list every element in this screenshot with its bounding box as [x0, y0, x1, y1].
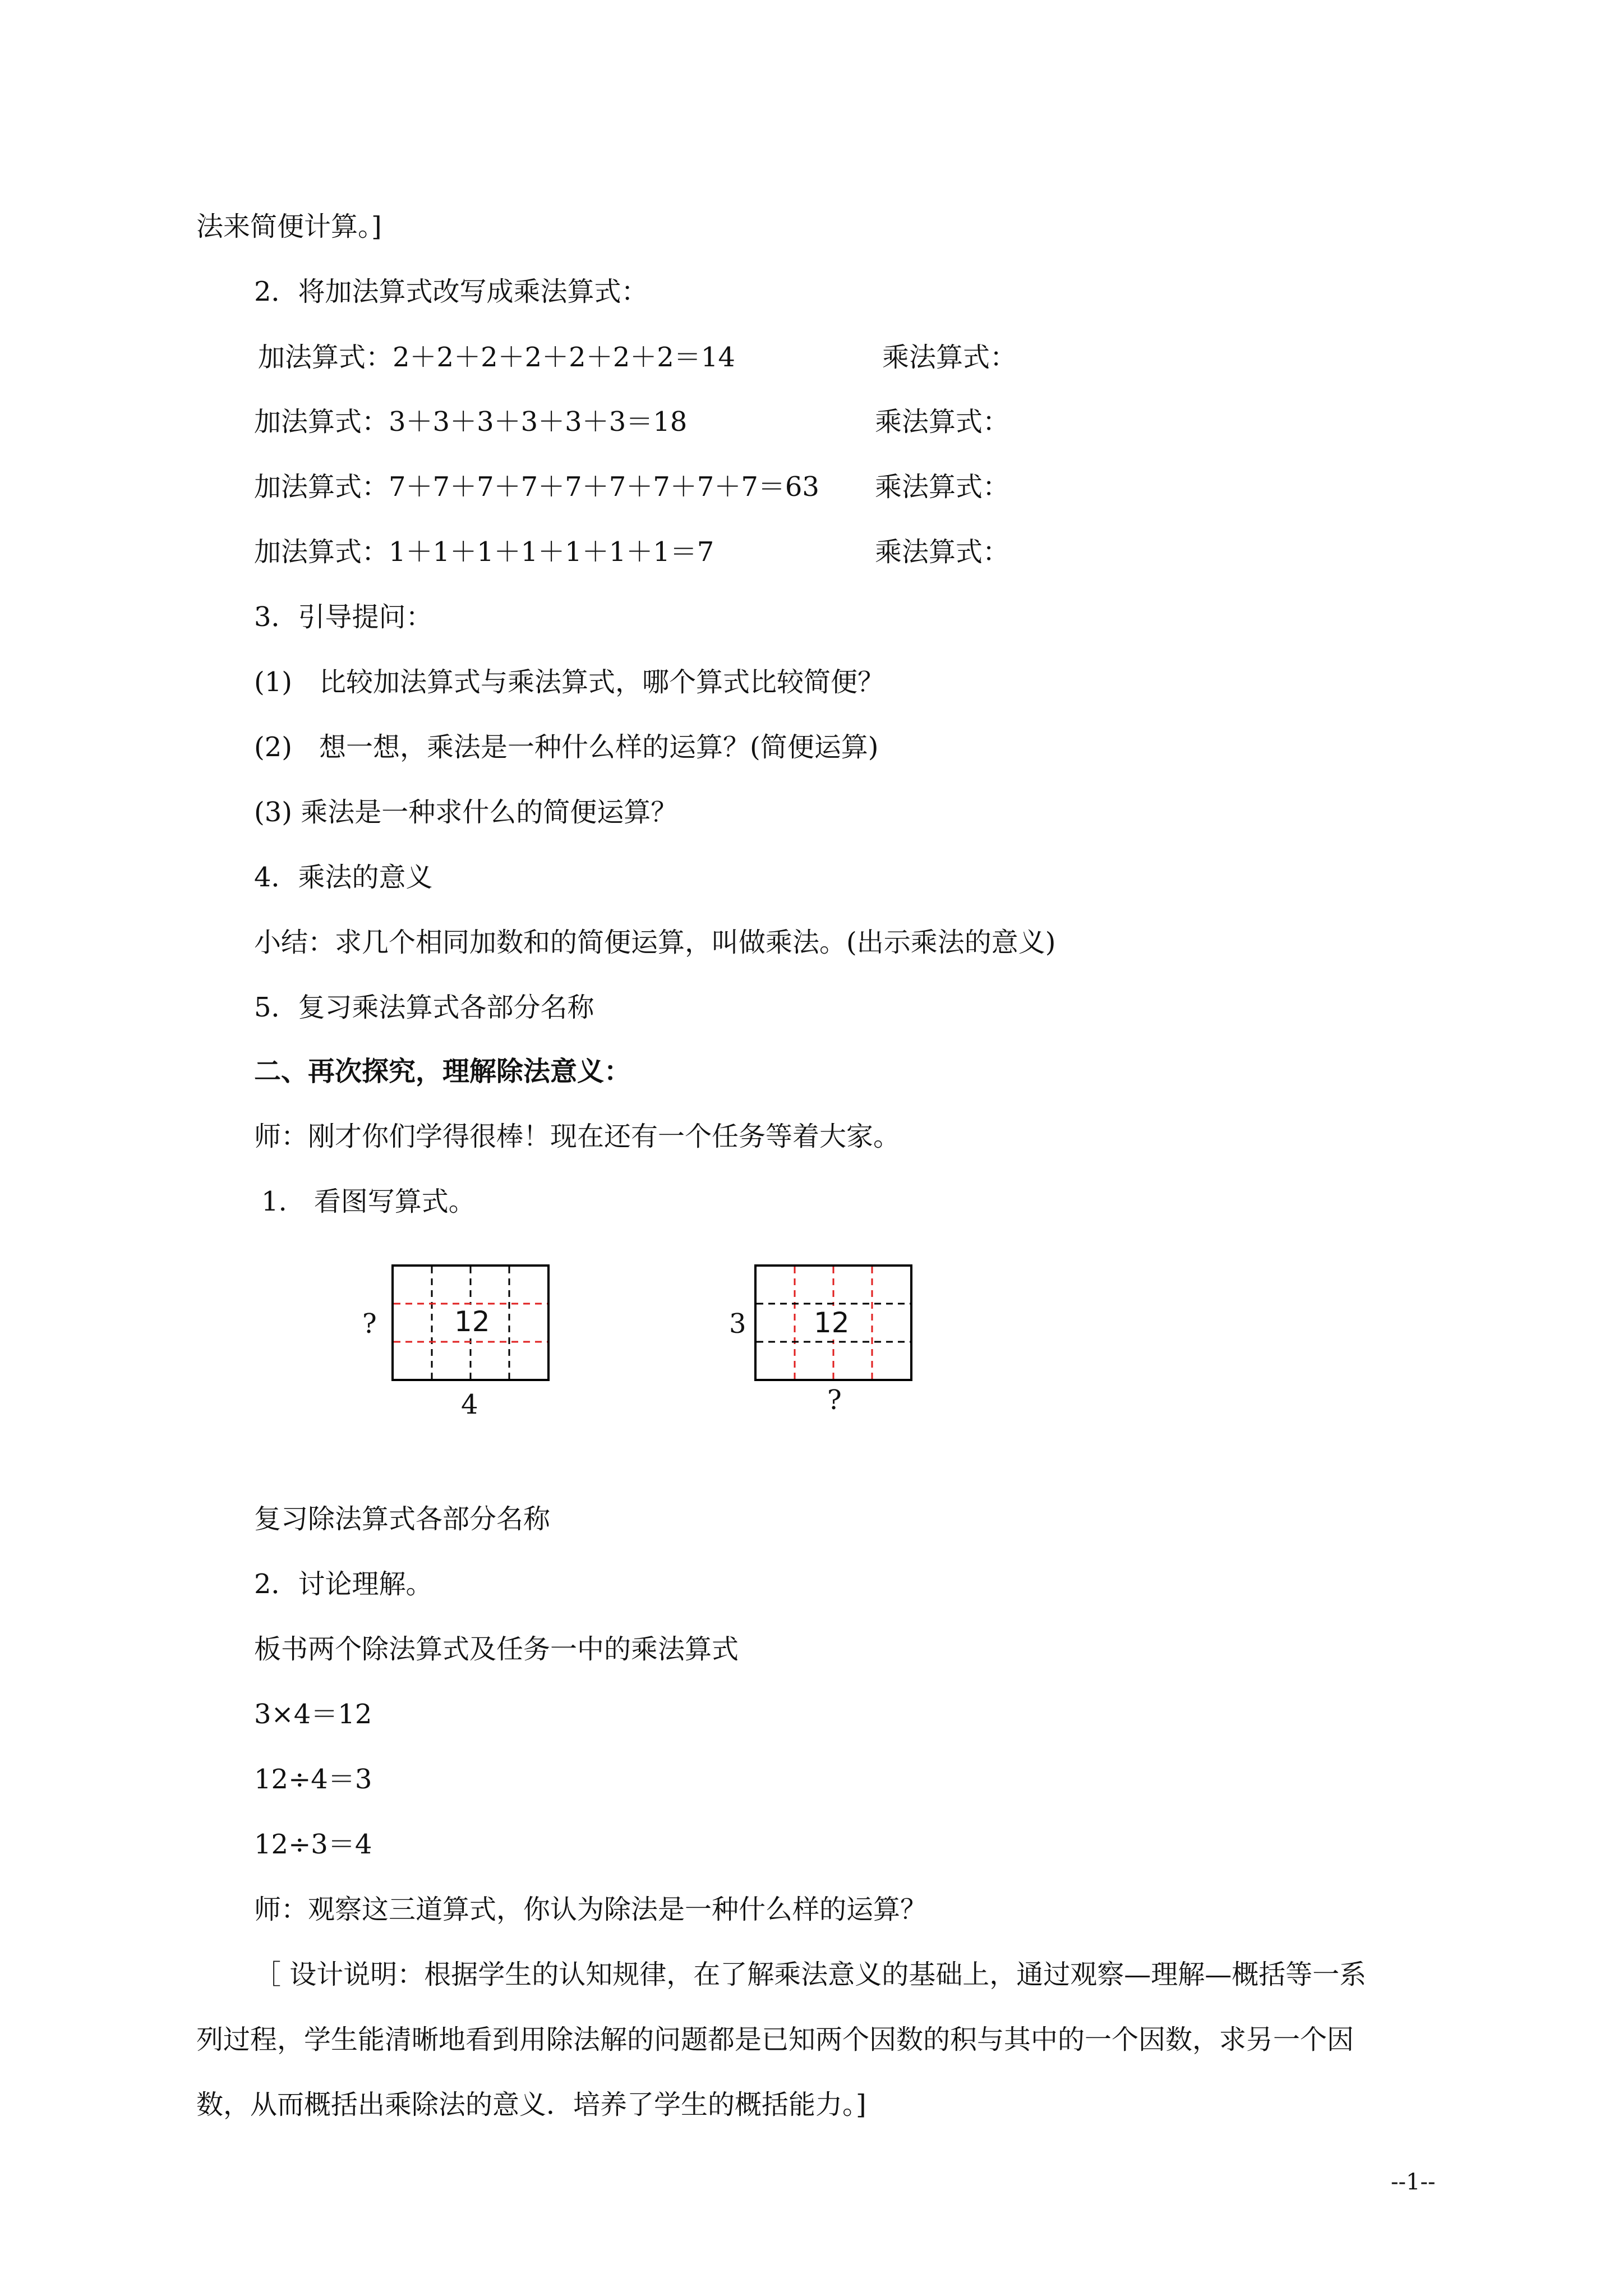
add-expression: 1＋1＋1＋1＋1＋1＋1＝7	[389, 536, 714, 568]
area-diagram-left	[391, 1264, 550, 1381]
mul-label: 乘法算式：	[882, 342, 1017, 373]
add-label: 加法算式：	[254, 406, 389, 438]
add-expression: 3＋3＋3＋3＋3＋3＝18	[389, 406, 688, 438]
step3-title: 3．引导提问：	[254, 601, 433, 633]
area-diagram-right	[754, 1264, 912, 1381]
mul-label: 乘法算式：	[875, 471, 1010, 503]
bottom-label: ?	[827, 1384, 842, 1416]
step5-title: 5．复习乘法算式各部分名称	[254, 992, 594, 1023]
mul-label: 乘法算式：	[875, 406, 1010, 438]
equation-1: 3×4＝12	[254, 1699, 372, 1730]
equation-3: 12÷3＝4	[254, 1829, 372, 1860]
add-row-3	[254, 470, 819, 504]
design-note-1: ［ 设计说明：根据学生的认知规律，在了解乘法意义的基础上，通过观察—理解—概括等一系	[254, 1959, 1367, 1990]
review-line: 复习除法算式各部分名称	[254, 1503, 551, 1535]
board-line: 板书两个除法算式及任务一中的乘法算式	[254, 1634, 739, 1665]
summary: 小结：求几个相同加数和的简便运算，叫做乘法。(出示乘法的意义)	[254, 927, 1056, 958]
center-number: 12	[452, 1305, 492, 1338]
bottom-label: 4	[461, 1389, 478, 1420]
add-expression: 7＋7＋7＋7＋7＋7＋7＋7＋7＝63	[389, 471, 819, 503]
section2-heading: 二、再次探究，理解除法意义：	[254, 1056, 631, 1087]
add-label: 加法算式：	[258, 342, 393, 373]
item2: 2．讨论理解。	[254, 1568, 433, 1600]
side-label: ?	[362, 1308, 377, 1340]
equation-2: 12÷4＝3	[254, 1764, 372, 1795]
intro-line: 法来简便计算。]	[196, 211, 382, 242]
mul-label: 乘法算式：	[875, 536, 1010, 568]
center-number: 12	[811, 1306, 852, 1340]
add-row-2	[254, 405, 687, 439]
add-label: 加法算式：	[254, 471, 389, 503]
add-row-4	[254, 535, 714, 569]
teacher-question: 师：观察这三道算式，你认为除法是一种什么样的运算？	[254, 1894, 928, 1925]
add-row-1	[258, 341, 735, 374]
question-1: (1) 比较加法算式与乘法算式，哪个算式比较简便？	[254, 666, 884, 698]
design-note-3: 数，从而概括出乘除法的意义．培养了学生的概括能力。]	[196, 2089, 866, 2120]
question-3: (3) 乘法是一种求什么的简便运算？	[254, 797, 678, 828]
teacher-line: 师：刚才你们学得很棒！现在还有一个任务等着大家。	[254, 1121, 901, 1152]
step2-title: 2．将加法算式改写成乘法算式：	[254, 276, 648, 307]
side-label: 3	[729, 1308, 746, 1340]
add-label: 加法算式：	[254, 536, 389, 568]
add-expression: 2＋2＋2＋2＋2＋2＋2＝14	[393, 342, 735, 373]
design-note-2: 列过程，学生能清晰地看到用除法解的问题都是已知两个因数的积与其中的一个因数，求另一个因	[196, 2024, 1354, 2055]
item1: 1. 看图写算式。	[261, 1186, 476, 1217]
page-number: --1--	[1391, 2169, 1436, 2195]
step4-title: 4．乘法的意义	[254, 862, 433, 893]
question-2: (2) 想一想，乘法是一种什么样的运算？(简便运算)	[254, 731, 879, 763]
